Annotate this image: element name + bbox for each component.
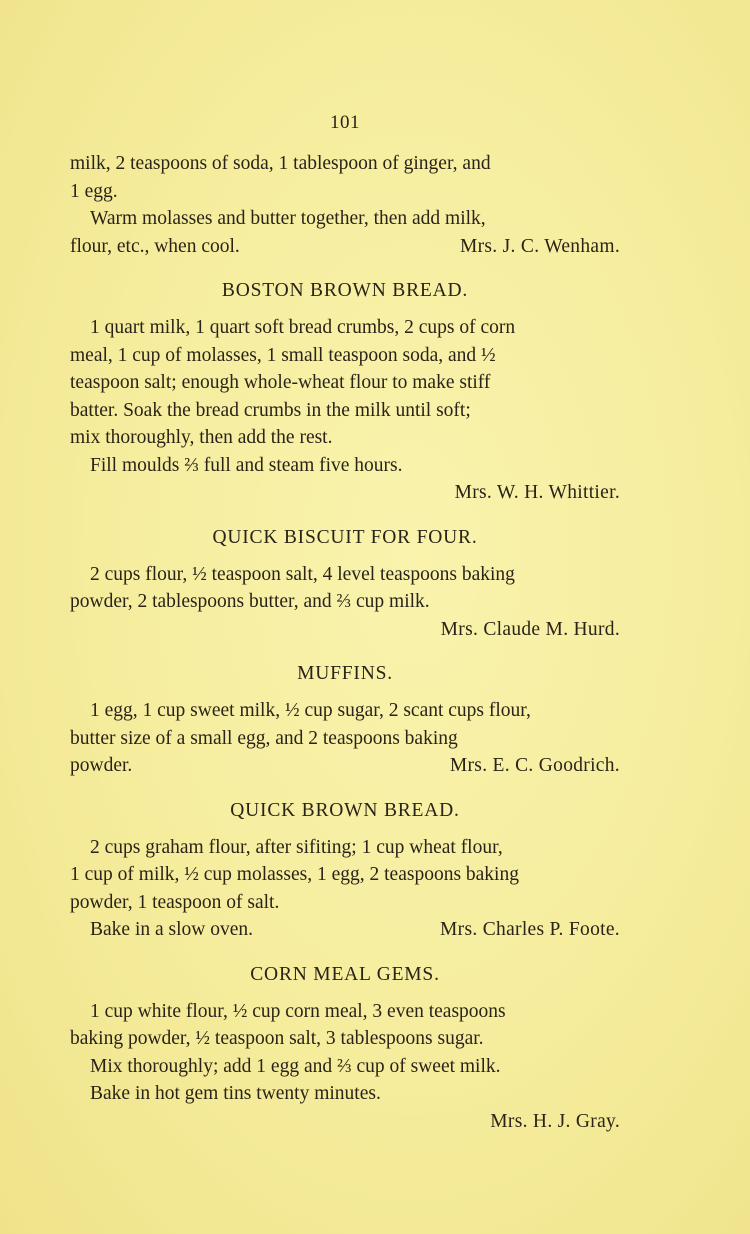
text-line: baking powder, ½ teaspoon salt, 3 tablespoons sugar.	[70, 1028, 484, 1049]
author-line	[70, 616, 620, 644]
recipe-author: Mrs. Charles P. Foote.	[440, 919, 620, 940]
recipe-title: QUICK BISCUIT FOR FOUR.	[212, 526, 478, 548]
text-line: Bake in hot gem tins twenty minutes.	[90, 1083, 381, 1104]
text-line: 1 cup of milk, ½ cup molasses, 1 egg, 2 teaspoons baking	[70, 864, 519, 885]
text-line: flour, etc., when cool.	[70, 235, 240, 257]
recipe-corn-meal-gems	[70, 964, 620, 1136]
text-line-with-author	[70, 233, 620, 261]
text-line: Mix thoroughly; add 1 egg and ⅔ cup of sweet milk.	[90, 1055, 501, 1077]
intro-recipe-continuation	[70, 150, 620, 260]
author-line	[70, 479, 620, 507]
book-page	[70, 112, 620, 1135]
text-line: 1 cup white flour, ½ cup corn meal, 3 even teaspoons	[90, 1000, 506, 1022]
text-line: 2 cups flour, ½ teaspoon salt, 4 level teaspoons baking	[90, 563, 515, 585]
recipe-quick-brown-bread	[70, 800, 620, 944]
text-line: Warm molasses and butter together, then add milk,	[90, 208, 486, 229]
text-line: Bake in a slow oven.	[90, 919, 254, 940]
text-line-with-author	[70, 752, 620, 780]
text-line: batter. Soak the bread crumbs in the milk until soft;	[70, 399, 471, 421]
recipe-muffins	[70, 663, 620, 780]
text-line-with-author	[70, 916, 620, 944]
text-line: powder, 1 teaspoon of salt.	[70, 891, 280, 913]
recipe-author: Mrs. H. J. Gray.	[490, 1110, 620, 1132]
recipe-author: Mrs. W. H. Whittier.	[454, 482, 620, 503]
text-line: butter size of a small egg, and 2 teaspoons baking	[70, 727, 458, 749]
text-line: mix thoroughly, then add the rest.	[70, 427, 333, 448]
page-number: 101	[330, 112, 360, 133]
recipe-title: CORN MEAL GEMS.	[250, 963, 440, 985]
author-line	[70, 1108, 620, 1136]
recipe-boston-brown-bread	[70, 280, 620, 507]
recipe-title: BOSTON BROWN BREAD.	[221, 280, 469, 301]
text-line: powder.	[70, 755, 133, 776]
text-line: 1 egg.	[70, 180, 118, 202]
text-line: meal, 1 cup of molasses, 1 small teaspoon soda, and ½	[70, 344, 496, 366]
text-line: 1 quart milk, 1 quart soft bread crumbs, 2 cups of corn	[90, 317, 516, 338]
text-line: Fill moulds ⅔ full and steam five hours.	[90, 454, 403, 476]
text-line: teaspoon salt; enough whole-wheat flour to make stiff	[70, 372, 491, 393]
recipe-title: MUFFINS.	[297, 663, 393, 684]
recipe-title: QUICK BROWN BREAD.	[230, 799, 460, 821]
recipe-author: Mrs. J. C. Wenham.	[459, 235, 620, 257]
text-line: powder, 2 tablespoons butter, and ⅔ cup milk.	[70, 591, 430, 612]
recipe-author: Mrs. Claude M. Hurd.	[440, 618, 620, 640]
text-line: milk, 2 teaspoons of soda, 1 tablespoon of ginger, and	[70, 153, 491, 174]
recipe-quick-biscuit	[70, 527, 620, 644]
text-line: 2 cups graham flour, after sifiting; 1 cup wheat flour,	[90, 836, 503, 858]
text-line: 1 egg, 1 cup sweet milk, ½ cup sugar, 2 scant cups flour,	[90, 700, 531, 721]
recipe-author: Mrs. E. C. Goodrich.	[449, 755, 620, 776]
